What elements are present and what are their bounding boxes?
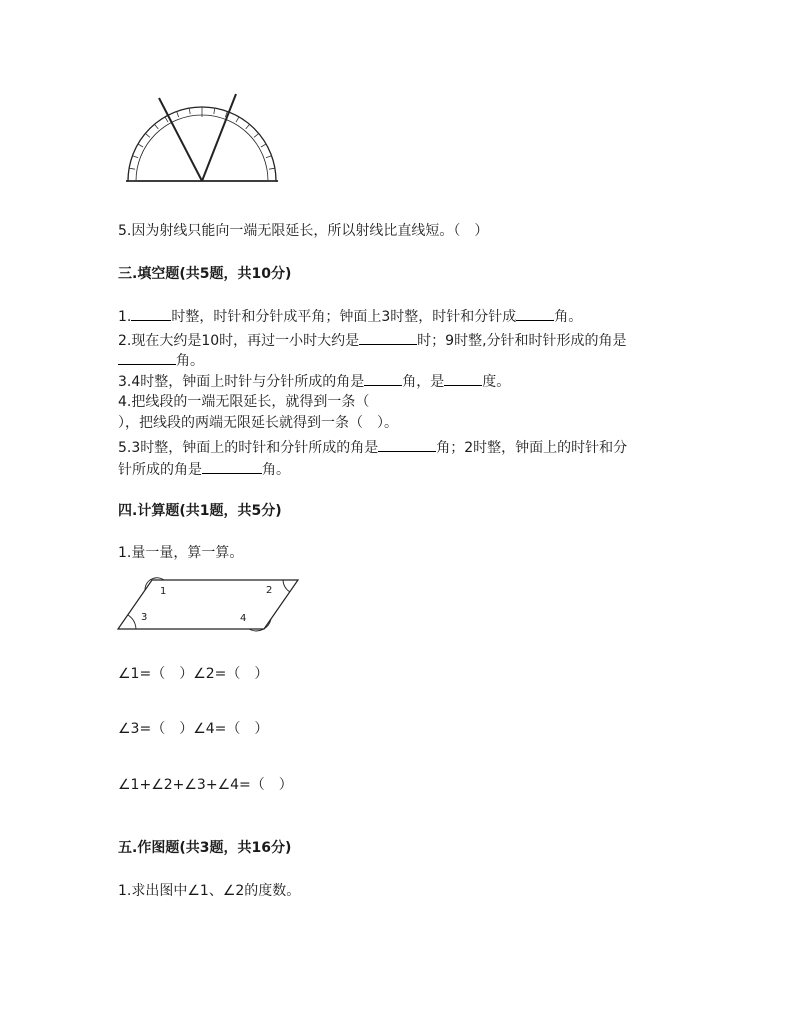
q5-text-c: 针所成的角是	[118, 462, 202, 478]
q5-text-d: 角。	[262, 462, 290, 478]
q5-text-b: 角；2时整，钟面上的时针和分	[436, 440, 628, 456]
angle-label-4: 4	[240, 613, 247, 624]
angle-label-2: 2	[266, 585, 273, 596]
angle-label-1: 1	[160, 586, 167, 597]
angle-label-3: 3	[141, 612, 148, 623]
fill-question-4: 4.把线段的一端无限延长，就得到一条（	[118, 394, 370, 410]
fill-question-4-cont: ），把线段的两端无限延长就得到一条（ ）。	[118, 415, 398, 431]
answer-row-1: ∠1=（ ）∠2=（ ）	[118, 666, 269, 682]
true-false-question-5: 5.因为射线只能向一端无限延长，所以射线比直线短。（ ）	[118, 223, 489, 239]
section-5-heading: 五.作图题(共3题，共16分)	[118, 840, 292, 856]
section-4-heading: 四.计算题(共1题，共5分)	[118, 503, 282, 519]
section-3-heading: 三.填空题(共5题，共10分)	[118, 266, 292, 282]
q2-text-c: 角。	[176, 353, 204, 369]
answer-row-2: ∠3=（ ）∠4=（ ）	[118, 721, 269, 737]
calc-question-1: 1.量一量，算一算。	[118, 545, 244, 561]
answer-row-3: ∠1+∠2+∠3+∠4=（ ）	[118, 777, 293, 793]
q5-text-a: 5.3时整，钟面上的时针和分针所成的角是	[118, 440, 379, 456]
q3-text-b: 角，是	[402, 374, 445, 390]
q1-text-b: 时整，时针和分针成平角；钟面上3时整，时针和分针成	[171, 309, 517, 325]
q1-text-c: 角。	[554, 309, 583, 325]
q3-text-c: 度。	[482, 374, 511, 390]
drawing-question-1: 1.求出图中∠1、∠2的度数。	[118, 883, 301, 899]
q3-text-a: 3.4时整，钟面上时针与分针所成的角是	[118, 374, 365, 390]
q1-text-a: 1.	[118, 309, 132, 325]
q2-text-a: 2.现在大约是10时，再过一小时大约是	[118, 333, 360, 349]
q2-text-b: 时；9时整,分针和时针形成的角是	[417, 333, 627, 349]
